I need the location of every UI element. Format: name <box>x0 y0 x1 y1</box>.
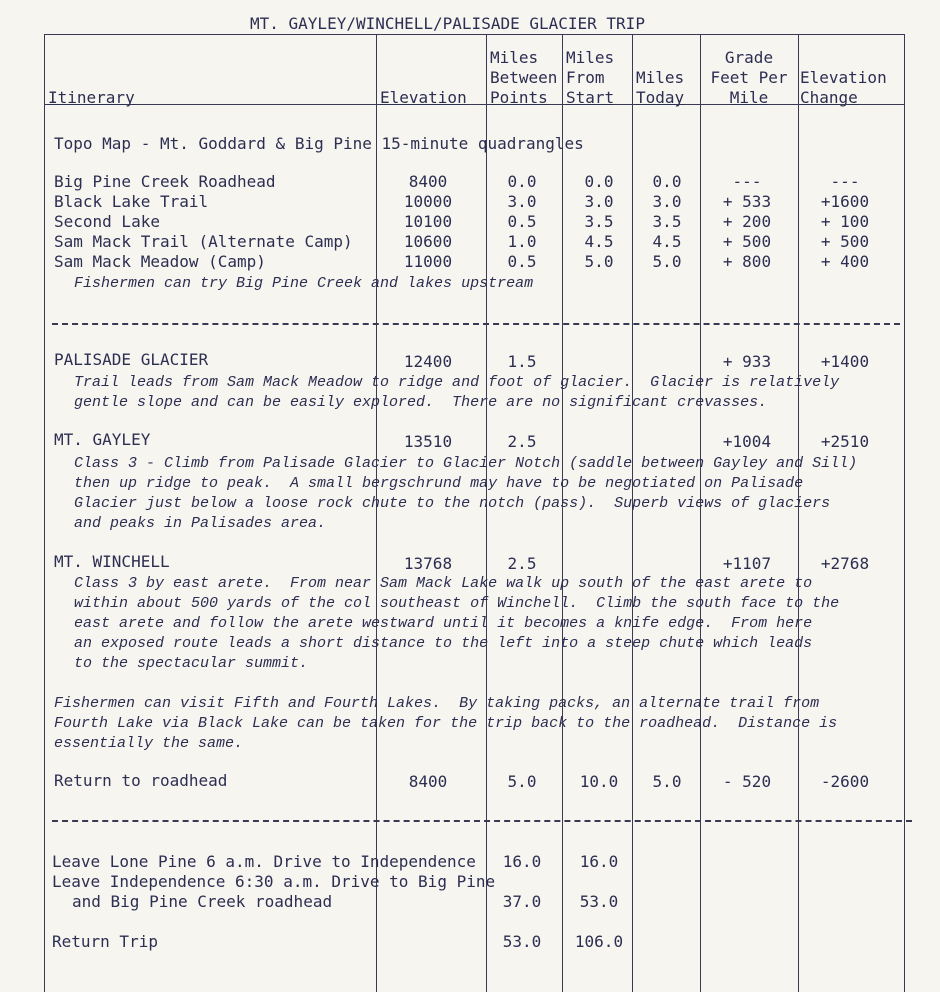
drive-line-2: Leave Independence 6:30 a.m. Drive to Big Pine <box>52 872 496 891</box>
header-grade-1: Grade <box>724 48 774 67</box>
row-grade: + 533 <box>722 192 772 211</box>
winchell-elevation: 13768 <box>403 554 453 573</box>
col-divider-left <box>44 34 45 992</box>
winchell-desc-line: to the spectacular summit. <box>74 655 309 672</box>
gayley-desc-line: Glacier just below a loose rock chute to the notch (pass). Superb views of glaciers <box>74 495 831 512</box>
return-between: 5.0 <box>507 772 537 791</box>
row-today: 5.0 <box>652 252 682 271</box>
gayley-desc-line: then up ridge to peak. A small bergschrund may have to be negotiated on Palisade <box>74 475 804 492</box>
header-between-2: Between <box>490 68 558 87</box>
row-change: + 100 <box>820 212 870 231</box>
drive-line-3-start: 53.0 <box>579 892 619 911</box>
row-today: 0.0 <box>652 172 682 191</box>
winchell-desc-line: Class 3 by east arete. From near Sam Mack Lake walk up south of the east arete to <box>74 575 813 592</box>
palisade-elevation: 12400 <box>403 352 453 371</box>
row-change: + 400 <box>820 252 870 271</box>
row-start: 3.5 <box>584 212 614 231</box>
gayley-grade: +1004 <box>722 432 772 451</box>
row-grade: + 200 <box>722 212 772 231</box>
row-today: 4.5 <box>652 232 682 251</box>
row-start: 5.0 <box>584 252 614 271</box>
palisade-between: 1.5 <box>507 352 537 371</box>
return-trip-start: 106.0 <box>574 932 624 951</box>
return-grade: - 520 <box>722 772 772 791</box>
row-grade: --- <box>732 172 762 191</box>
drive-line-1-between: 16.0 <box>502 852 542 871</box>
fishermen-note-line: Fishermen can visit Fifth and Fourth Lakes. By taking packs, an alternate trail from <box>54 695 820 712</box>
gayley-desc-line: and peaks in Palisades area. <box>74 515 327 532</box>
row-elevation: 10600 <box>403 232 453 251</box>
palisade-change: +1400 <box>820 352 870 371</box>
header-today-1: Miles <box>636 68 685 87</box>
palisade-desc-line: gentle slope and can be easily explored. There are no significant crevasses. <box>74 394 768 411</box>
header-change-2: Change <box>800 88 858 107</box>
row-grade: + 800 <box>722 252 772 271</box>
row-name: Big Pine Creek Roadhead <box>54 172 276 191</box>
return-trip-between: 53.0 <box>502 932 542 951</box>
fishermen-note-line: Fourth Lake via Black Lake can be taken for the trip back to the roadhead. Distance is <box>54 715 838 732</box>
row-between: 0.5 <box>507 252 537 271</box>
header-start-1: Miles <box>566 48 615 67</box>
row-today: 3.0 <box>652 192 682 211</box>
section-divider <box>52 820 912 822</box>
gayley-elevation: 13510 <box>403 432 453 451</box>
header-itinerary: Itinerary <box>48 88 135 107</box>
row-today: 3.5 <box>652 212 682 231</box>
gayley-change: +2510 <box>820 432 870 451</box>
gayley-desc-line: Class 3 - Climb from Palisade Glacier to Glacier Notch (saddle between Gayley and Sill) <box>74 455 858 472</box>
day1-fishing-note: Fishermen can try Big Pine Creek and lakes upstream <box>74 275 534 292</box>
row-change: +1600 <box>820 192 870 211</box>
topo-map-note: Topo Map - Mt. Goddard & Big Pine 15-minute quadrangles <box>54 134 584 153</box>
return-change: -2600 <box>820 772 870 791</box>
row-name: Black Lake Trail <box>54 192 209 211</box>
header-grade-2: Feet Per <box>710 68 788 87</box>
return-elevation: 8400 <box>408 772 448 791</box>
row-elevation: 10000 <box>403 192 453 211</box>
header-change-1: Elevation <box>800 68 887 87</box>
row-between: 0.5 <box>507 212 537 231</box>
winchell-name: MT. WINCHELL <box>54 552 170 571</box>
winchell-desc-line: an exposed route leads a short distance to the left into a steep chute which leads <box>74 635 813 652</box>
row-elevation: 11000 <box>403 252 453 271</box>
return-start: 10.0 <box>579 772 619 791</box>
row-name: Sam Mack Meadow (Camp) <box>54 252 266 271</box>
header-grade-3: Mile <box>729 88 769 107</box>
row-change: --- <box>830 172 860 191</box>
drive-line-1: Leave Lone Pine 6 a.m. Drive to Independence <box>52 852 476 871</box>
gayley-name: MT. GAYLEY <box>54 430 151 449</box>
header-elevation: Elevation <box>380 88 467 107</box>
header-between-3: Points <box>490 88 548 107</box>
palisade-grade: + 933 <box>722 352 772 371</box>
row-grade: + 500 <box>722 232 772 251</box>
row-between: 3.0 <box>507 192 537 211</box>
winchell-change: +2768 <box>820 554 870 573</box>
row-start: 3.0 <box>584 192 614 211</box>
gayley-between: 2.5 <box>507 432 537 451</box>
palisade-desc-line: Trail leads from Sam Mack Meadow to ridge and foot of glacier. Glacier is relatively <box>74 374 840 391</box>
row-elevation: 10100 <box>403 212 453 231</box>
return-trip-label: Return Trip <box>52 932 158 951</box>
row-change: + 500 <box>820 232 870 251</box>
return-today: 5.0 <box>652 772 682 791</box>
table-top-border <box>44 34 904 35</box>
winchell-grade: +1107 <box>722 554 772 573</box>
header-start-2: From <box>566 68 605 87</box>
page-title: MT. GAYLEY/WINCHELL/PALISADE GLACIER TRIP <box>250 14 645 33</box>
header-start-3: Start <box>566 88 615 107</box>
return-name: Return to roadhead <box>54 771 228 790</box>
section-divider <box>52 323 900 325</box>
winchell-between: 2.5 <box>507 554 537 573</box>
row-start: 0.0 <box>584 172 614 191</box>
drive-line-3-between: 37.0 <box>502 892 542 911</box>
winchell-desc-line: within about 500 yards of the col southeast of Winchell. Climb the south face to the <box>74 595 840 612</box>
row-name: Second Lake <box>54 212 160 231</box>
winchell-desc-line: east arete and follow the arete westward until it becomes a knife edge. From here <box>74 615 813 632</box>
header-between-1: Miles <box>490 48 539 67</box>
row-name: Sam Mack Trail (Alternate Camp) <box>54 232 353 251</box>
row-elevation: 8400 <box>408 172 448 191</box>
palisade-name: PALISADE GLACIER <box>54 350 209 369</box>
header-today-2: Today <box>636 88 685 107</box>
row-start: 4.5 <box>584 232 614 251</box>
drive-line-1-start: 16.0 <box>579 852 619 871</box>
row-between: 0.0 <box>507 172 537 191</box>
row-between: 1.0 <box>507 232 537 251</box>
col-divider-right <box>904 34 905 992</box>
fishermen-note-line: essentially the same. <box>54 735 244 752</box>
drive-line-3: and Big Pine Creek roadhead <box>72 892 333 911</box>
